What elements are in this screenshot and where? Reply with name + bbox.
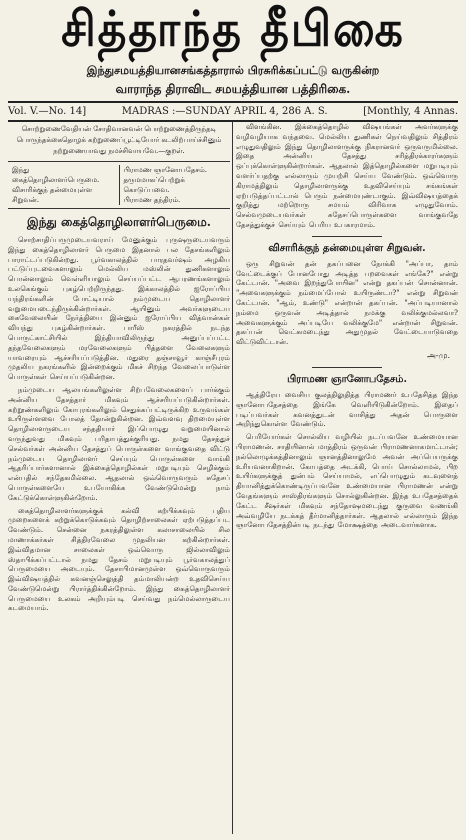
right-column <box>236 122 458 834</box>
masthead-subtitle: இந்துசமயத்தியானசங்கத்தாரால் பிரசுரிக்கப்பட்டு வருகின்ற <box>86 64 380 77</box>
price-label: [Monthly, 4 Annas. <box>363 106 458 117</box>
brahmana-article-title: பிராமண ஞானோபதேசம். <box>287 373 407 385</box>
brahmana-paragraph: பெரியோர்கள் சொல்லிய வழியில் நடப்பவனே உண்மையான பிராமணன். சாதியினால் மாத்திரம் ஒருவன் பிராமணனாகமாட்டான்; நல்லொழுக்கத்தினாலும் ஞானத்தினாலுமே அவன் அப்பெயருக்கு உரியவனாகிறான். கோபத்தை அடக்கி, பொய் சொல்லாமல், பிற உயிர்களுக்குத் துன்பம் செய்யாமல், எப்பொழுதும் கடவுளைத் தியானித்துக்கொண்டிருப்பவனே உண்மையான பிராமணன் என்று வேதங்களும் சாஸ்திரங்களும் சொல்லுகின்றன. இந்த உபதேசத்தைக் கேட்ட சீஷர்கள் மிகவும் சந்தோஷமடைந்து குருவை வணங்கி அவ்வழியே நடக்கத் தீர்மானித்தார்கள். ஆதலால் எல்லாரும் இந்த ஞானோபதேசத்தின்படி நடந்து மோக்ஷத்தை அடைவார்களாக. <box>236 432 458 530</box>
dateline <box>8 101 458 122</box>
motto-verse: சொற்றுணைவேதியன் சோதிவானவன் பொற்றுணைத்திருந்தடி பொருந்தக்கைதொழக் கற்றுணைப்பூட்டியோர் கடலிற்பாய்ச்சினும் நற்றுணையாவது நமச்சிவாயவே.—குறள். <box>8 122 230 162</box>
brahmana-paragraph: ஆத்திரேய வைசிய குலத்திலுதித்த பிராமணர் உபதேசித்த இந்த ஞானோபதேசத்தை இங்கே வெளியிடுகின்றோம். இதைப் படிப்பவர்கள் கவனத்துடன் வாசித்து அதன் பொருளை அறிந்துகொள்ள வேண்டும். <box>236 389 458 429</box>
article-continuation: விளங்கின. இக்கைத்தொழில் விஷயங்கள் அவர்களுக்கு வழிவழியாக வந்தவை. மெல்லிய துணிகள் நெய்வதிலும் சித்திரம் எழுதுவதிலும் இந்து தொழிலாளருக்கு நிகரானவர் ஒருவருமில்லை. இதை அன்னிய தேசத்து சரித்திரக்காரர்களும் ஒப்புக்கொள்ளுகின்றார்கள். ஆதலால் இத்தொழில்களை மறுபடியும் வளர்ப்பதற்கு எல்லாரும் முயற்சி செய்ய வேண்டும். ஒவ்வொரு கிராமத்திலும் தொழிலாளருக்கு உதவிசெய்யும் சங்கங்கள் ஏற்படுத்தப்பட்டால் பெரும் நன்மையுண்டாகும். இவ்விஷயத்தைக் குறித்து மற்றொரு சமயம் விரிவாக எழுதுவோம். செல்வமுடையவர்கள் சுதேசப்பொருள்களை வாங்குவதே தேசத்துக்குச் செய்யும் பெரிய உபகாரமாம். <box>236 122 458 229</box>
table-of-contents <box>8 162 230 209</box>
toc-left: இந்து கைத்தொழிலாளர்பெருமை. விசாரிக்குந் தன்மையுள்ள சிறுவன். <box>12 166 100 204</box>
boy-article-paragraph: ஒரு சிறுவன் தன் தகப்பனை நோக்கி "அப்பா, தாம் வேட்டைக்குப் போனபோது அடித்த பறவைகள் எங்கே?" என்று கேட்டான். "அவை இறந்துபோயின" என்று தகப்பன் சொன்னான். "அவைகளுக்கும் நம்மைப்போல் உயிருண்டா?" என்று சிறுவன் கேட்டான். "ஆம், உண்டு" என்றான் தகப்பன். "அப்படியானால் நம்மை ஒருவன் அடித்தால் நமக்கு வலிக்குமல்லவா? அவைகளுக்கும் அப்படியே வலிக்குமே" என்றான் சிறுவன். தகப்பன் வெட்கமடைந்து அதுமுதல் வேட்டையாடுவதை விட்டுவிட்டான். <box>236 258 458 347</box>
left-column <box>8 122 230 834</box>
section-rule <box>312 236 382 237</box>
toc-right: பிராமண ஞானோபதேசம். தருமமாகப்பெற்றுக் கொடுப்பவை. பிராமண தந்திரம். <box>119 165 231 205</box>
column-divider <box>232 122 233 834</box>
article-paragraph: கைத்தொழிலாளர்களுக்குக் கல்வி கற்பிக்கவும் புதிய முறைகளைக் கற்றுக்கொடுக்கவும் தொழிற்சாலைகள் ஏற்படுத்தப்பட வேண்டும். சென்னை நகரத்திலுள்ள கலாசாலையில் சில மாணாக்கர்கள் சித்திரவேலை முதலியன கற்கின்றார்கள். இவ்விதமான சாலைகள் ஒவ்வொரு ஜில்லாவிலும் ஸ்தாபிக்கப்பட்டால் நமது தேசம் மறுபடியும் பூர்வகாலத்துப் பெருமையை அடையும். தேசாபிமானமுள்ள ஒவ்வொருவரும் இவ்விஷயத்தில் கவனஞ்செலுத்தி தம்மாலியன்ற உதவிசெய்ய வேண்டுமென்று பிரார்த்திக்கின்றோம். இந்து கைத்தொழிலாளர் பெருமையை உலகம் அறியும்படி செய்வது நம்மெல்லாருடைய கடமையாம். <box>8 505 230 613</box>
masthead-title: சித்தாந்த தீபிகை <box>61 1 405 58</box>
masthead <box>0 2 466 58</box>
article-title: இந்து கைத்தொழிலாளர்பெருமை. <box>27 215 211 229</box>
issue-date: MADRAS :—SUNDAY APRIL 4, 286 A. S. <box>121 106 328 117</box>
article-signature: அ-மு. <box>426 350 450 360</box>
masthead-tagline: வாராந்த திராவிட சமயத்தியான பத்திரிகை. <box>115 82 351 96</box>
boy-article-title: விசாரிக்குந் தன்மையுள்ள சிறுவன். <box>268 242 426 254</box>
article-paragraph: நம்முடைய ஆலயங்களிலுள்ள சிற்பவேலைகளைப் பார்க்கும் அன்னிய தேசத்தார் மிகவும் ஆச்சரியப்படுகின்றார்கள். கற்றூண்களிலும் கோபுரங்களிலும் செதுக்கப்பட்டிருக்கிற உருவங்கள் உயிருள்ளவை போலத் தோன்றுகின்றன. இவ்வளவு திறமையுள்ள தொழிலாளருடைய சந்ததியார் இப்பொழுது வறுமையினால் வருந்துவது மிகவும் பரிதாபத்துக்குரியது. நமது தேசத்துச் செல்வர்கள் அன்னிய தேசத்துப் பொருள்களை வாங்குவதை விட்டு நம்முடைய தொழிலாளர் செய்யும் பொருள்களை வாங்கி ஆதரிப்பார்களானால் இக்கைத்தொழில்கள் மறுபடியும் செழிக்கும் என்பதில் சந்தேகமில்லை. ஆதலால் ஒவ்வொருவரும் சுதேசப் பொருள்களையே உபயோகிக்க வேண்டுமென்று நாம் கேட்டுக்கொள்ளுகின்றோம். <box>8 384 230 502</box>
section-rule <box>312 367 382 368</box>
article-paragraph: சொற்சாதிப்பருமுடையவராய் மேனுக்கும் புருஷருடையவரும் இந்து கைத்தொழிலாளர் பெருமை இதனால் பல தேசங்களிலும் பாராட்டப்படுகின்றது. பூர்வகாலத்தில் பாரதவர்ஷம் அழகிய பட்டுப்புடவைகளாலும் மெல்லிய மஸ்லின் துணிகளாலும் பொன்னாலும் வெள்ளியாலும் செய்யப்பட்ட ஆபரணங்களாலும் உலகெங்கும் புகழ்பெற்றிருந்தது. இக்காலத்தில் ஐரோப்பிய யந்திரங்களின் போட்டியால் நம்முடைய தொழிலாளர் வறுமையடைந்திருக்கின்றார்கள். ஆயினும் அவர்களுடைய கைவேலையின் நேர்த்தியை இன்னும் ஐரோப்பிய வித்வான்கள் வியந்து புகழ்கின்றார்கள். பாரீஸ் நகரத்தில் நடந்த பொருட்காட்சியில் இந்தியாவிலிருந்து அனுப்பப்பட்ட தந்தவேலைகளும் மரவேலைகளும் பித்தளை வேலைகளும் யாவரையும் ஆச்சரியப்படுத்தின. மதுரை தஞ்சாவூர் காஞ்சீபுரம் முதலிய நகரங்களில் இன்றைக்கும் மிகச் சிறந்த வேலைப்பாடுள்ள பொருள்கள் செய்யப்படுகின்றன. <box>8 235 230 382</box>
volume-number: Vol. V.—No. 14] <box>8 106 87 117</box>
